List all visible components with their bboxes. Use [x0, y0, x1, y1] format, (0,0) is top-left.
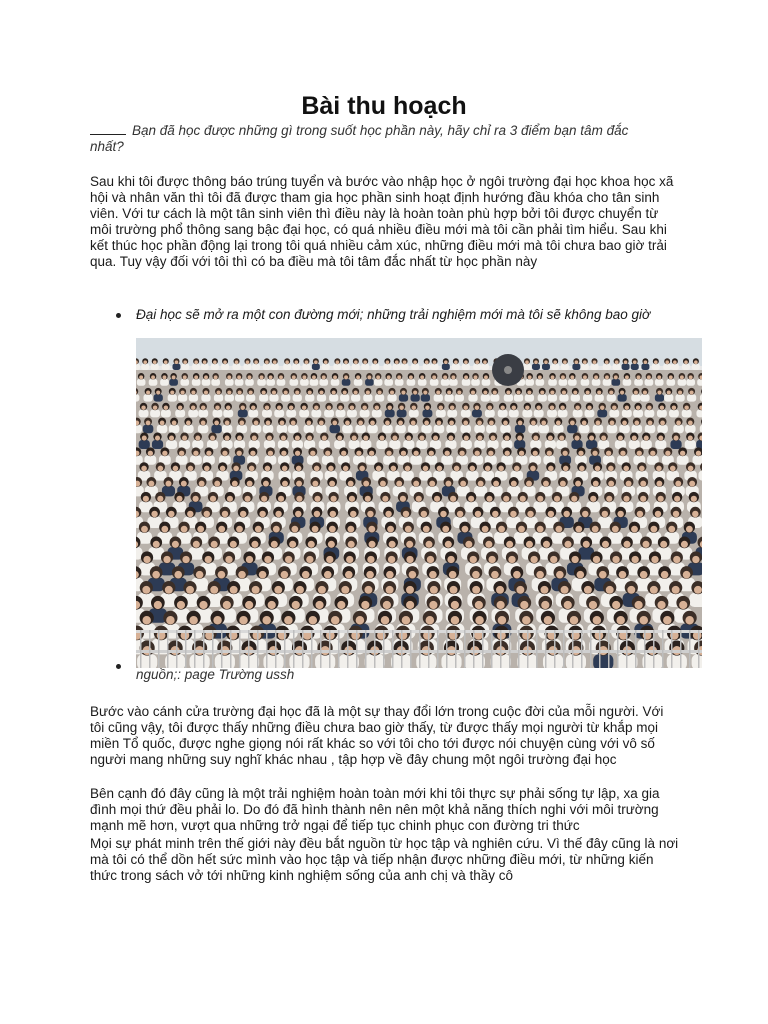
intro-paragraph: Sau khi tôi được thông báo trúng tuyển và bước vào nhập học ở ngôi trường đại học khoa học xã hội và nhân văn thì tôi đã được tham gia học phần sinh hoạt định hướng đầu khóa cho tân sinh viên. Với tư cách là một tân sinh viên thì điều này là hoàn toàn phù hợp bởi tôi được chuyển từ môi trường phổ thông sang bậc đại học, có quá nhiều điều mới mà tôi cần phải tìm hiểu. Sau khi kết thúc học phần động lại trong tôi quá nhiều cảm xúc, những điều mới mà tôi chưa bao giờ trải qua. Tuy vậy đối với tôi thì có ba điều mà tôi tâm đắc nhất từ học phần này	[90, 174, 674, 269]
bullet-list-1	[90, 307, 700, 323]
bullet-item-text: Đại học sẽ mở ra một con đường mới; những trải nghiệm mới mà tôi sẽ không bao giờ	[136, 307, 651, 322]
question-text: Bạn đã học được những gì trong suốt học phần này, hãy chỉ ra 3 điểm bạn tâm đắc nhất?	[90, 123, 629, 154]
crowd-photo-image	[136, 338, 702, 668]
question-prompt	[90, 123, 660, 155]
answer-blank-line	[90, 124, 126, 135]
photo-caption: nguồn;: page Trường ussh	[136, 667, 295, 682]
bullet-dot-icon	[116, 313, 121, 318]
body-paragraph-2: Bên cạnh đó đây cũng là một trải nghiệm hoàn toàn mới khi tôi thực sự phải sống tự lập, xa gia đình mọi thứ đều phải lo. Do đó đã hình thành nên nên một khả năng thích nghi với môi trường mạnh mẽ hơn, vượt qua những trở ngại để tiếp tục chinh phục con đường tri thức	[90, 786, 660, 833]
body-paragraph-1: Bước vào cánh cửa trường đại học đã là một sự thay đổi lớn trong cuộc đời của mỗi người. Với tôi cũng vậy, tôi được thấy những điều chưa bao giờ thấy, từ được thấy mọi người từ khắp mọi miền Tổ quốc, được nghe giọng nói rất khác so với tôi cho tới được nói chuyện cùng với vô số người mang những suy nghĩ khác nhau , tập hợp về đây chung một ngôi trường đại học	[90, 704, 664, 767]
document-title: Bài thu hoạch	[301, 92, 467, 120]
bullet-item-1	[90, 307, 700, 323]
body-paragraph-3: Mọi sự phát minh trên thế giới này đều bắt nguồn từ học tập và nghiên cứu. Vì thế đây cũng là nơi mà tôi có thể dồn hết sức mình vào học tập và tiếp nhận được những điều mới, từ những kiến thức trong sách vở tới những kinh nghiệm sống của anh chị và thầy cô	[90, 836, 679, 883]
bullet-dot-icon	[116, 664, 121, 669]
crowd-photo	[136, 338, 702, 668]
